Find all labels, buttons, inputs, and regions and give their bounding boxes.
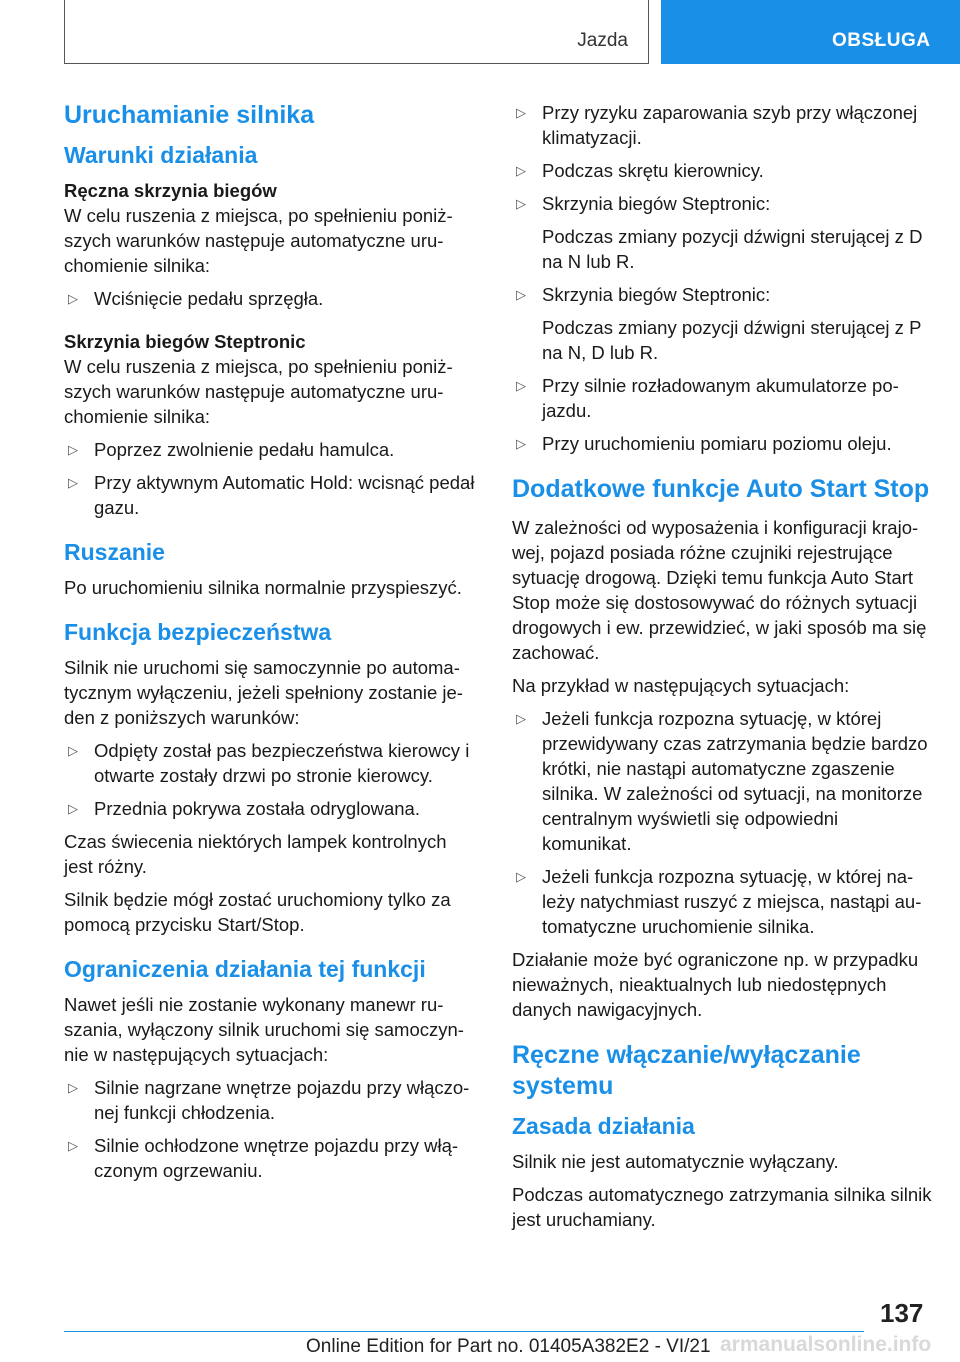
left-column — [64, 100, 480, 1191]
list-item — [64, 286, 480, 311]
auto-start-stop-text: W zależności od wyposażenia i konfiguracji krajowej, pojazd posiada różne czujniki rejestrujące sytuację drogową. Dzięki temu funkcja Auto Start Stop może się dostosowywać do różnych sytuacji drogowych i ew. przewidzieć, w jaki sposób ma się zachować. — [512, 517, 927, 663]
list-item — [64, 437, 480, 462]
heading-limits: Ograniczenia działania tej funkcji — [64, 956, 426, 982]
list-item — [512, 282, 932, 365]
watermark: armanualsonline.info — [720, 1333, 932, 1356]
safety-list — [64, 738, 480, 821]
header-chapter-tab — [661, 0, 960, 64]
list-item — [512, 191, 932, 274]
list-item-text: Jeżeli funkcja rozpozna sytuację, w której przewidywany czas zatrzymania będzie bardzo krótki, nie nastąpi automatyczne zgaszenie silnika. W zależności od sytuacji, na monitorze centralnym wyświetli się odpowiedni komunikat. — [542, 708, 928, 854]
triangle-right-outline-icon: ▷ — [516, 196, 526, 211]
heading-auto-start-stop: Dodatkowe funkcje Auto Start Stop — [512, 475, 930, 503]
right-column — [512, 100, 932, 1240]
list-item — [512, 373, 932, 423]
header-section-label: Jazda — [577, 30, 628, 51]
list-item-text: Podczas skrętu kierownicy. — [542, 160, 764, 181]
triangle-right-outline-icon: ▷ — [68, 442, 78, 457]
safety-note-2: Silnik będzie mógł zostać uruchomiony tylko za pomocą przycisku Start/Stop. — [64, 889, 451, 935]
zasada-text-1: Silnik nie jest automatycznie wyłączany. — [512, 1151, 839, 1172]
page-title: Uruchamianie silnika — [64, 101, 315, 129]
list-item — [512, 158, 932, 183]
list-item-text: Przy ryzyku zaparowania szyb przy włączonej klimatyzacji. — [542, 102, 918, 148]
heading-safety: Funkcja bezpieczeństwa — [64, 619, 332, 645]
list-item-text: Silnie ochłodzone wnętrze pojazdu przy włączonym ogrzewaniu. — [94, 1135, 459, 1181]
footer-rule — [64, 1331, 864, 1332]
safety-text: Silnik nie uruchomi się samoczynnie po automatycznym wyłączeniu, jeżeli spełniony zostanie jeden z poniższych warunków: — [64, 657, 463, 728]
triangle-right-outline-icon: ▷ — [68, 743, 78, 758]
restart-conditions-list — [512, 100, 932, 456]
heading-zasada: Zasada działania — [512, 1113, 695, 1139]
triangle-right-outline-icon: ▷ — [516, 105, 526, 120]
list-item — [64, 1133, 480, 1183]
list-item-text: Przednia pokrywa została odryglowana. — [94, 798, 420, 819]
triangle-right-outline-icon: ▷ — [516, 711, 526, 726]
limits-text: Nawet jeśli nie zostanie wykonany manewr ruszania, wyłączony silnik uruchomi się samoczynnie w następujących sytuacjach: — [64, 994, 464, 1065]
triangle-right-outline-icon: ▷ — [68, 1080, 78, 1095]
list-item-text: Jeżeli funkcja rozpozna sytuację, w której należy natychmiast ruszyć z miejsca, nastąpi automatyczne uruchomienie silnika. — [542, 866, 922, 937]
list-item — [512, 431, 932, 456]
ruszanie-text: Po uruchomieniu silnika normalnie przyspieszyć. — [64, 577, 462, 598]
steptronic-list — [64, 437, 480, 520]
list-item-text: Skrzynia biegów Steptronic: — [542, 284, 771, 305]
list-item — [64, 796, 480, 821]
auto-start-stop-example: Na przykład w następujących sytuacjach: — [512, 675, 850, 696]
zasada-text-2: Podczas automatycznego zatrzymania silnika silnik jest uruchamiany. — [512, 1184, 932, 1230]
page-number: 137 — [880, 1298, 924, 1328]
triangle-right-outline-icon: ▷ — [516, 163, 526, 178]
header-chapter-label: OBSŁUGA — [832, 30, 931, 51]
heading-steptronic: Skrzynia biegów Steptronic — [64, 331, 306, 352]
heading-manual-toggle: Ręczne włączanie/wyłączanie systemu — [512, 1041, 861, 1100]
heading-manual-gearbox: Ręczna skrzynia biegów — [64, 180, 277, 201]
list-item-subtext: Podczas zmiany pozycji dźwigni sterującej z P na N, D lub R. — [542, 317, 922, 363]
list-item-text: Wciśnięcie pedału sprzęgła. — [94, 288, 324, 309]
steptronic-text: W celu ruszenia z miejsca, po spełnieniu poniższych warunków następuje automatyczne uruchomienie silnika: — [64, 356, 453, 427]
manual-gearbox-text: W celu ruszenia z miejsca, po spełnieniu poniższych warunków następuje automatyczne uruchomienie silnika: — [64, 205, 453, 276]
list-item-subtext: Podczas zmiany pozycji dźwigni sterującej z D na N lub R. — [542, 226, 923, 272]
list-item-text: Poprzez zwolnienie pedału hamulca. — [94, 439, 395, 460]
triangle-right-outline-icon: ▷ — [516, 869, 526, 884]
list-item — [512, 864, 932, 939]
list-item — [64, 1075, 480, 1125]
list-item — [64, 470, 480, 520]
triangle-right-outline-icon: ▷ — [516, 436, 526, 451]
auto-start-stop-note: Działanie może być ograniczone np. w przypadku nieważnych, nieaktualnych lub niedostępnych danych nawigacyjnych. — [512, 949, 919, 1020]
footer-edition: Online Edition for Part no. 01405A382E2 - VI/21 — [306, 1336, 711, 1357]
list-item-text: Skrzynia biegów Steptronic: — [542, 193, 771, 214]
triangle-right-outline-icon: ▷ — [68, 1138, 78, 1153]
triangle-right-outline-icon: ▷ — [68, 801, 78, 816]
safety-note-1: Czas świecenia niektórych lampek kontrolnych jest różny. — [64, 831, 447, 877]
triangle-right-outline-icon: ▷ — [68, 475, 78, 490]
list-item — [512, 100, 932, 150]
auto-start-stop-list — [512, 706, 932, 939]
triangle-right-outline-icon: ▷ — [516, 287, 526, 302]
heading-warunki: Warunki działania — [64, 142, 258, 168]
list-item-text: Przy uruchomieniu pomiaru poziomu oleju. — [542, 433, 892, 454]
manual-gearbox-list — [64, 286, 480, 311]
list-item — [64, 738, 480, 788]
header-frame — [64, 0, 649, 64]
list-item-text: Silnie nagrzane wnętrze pojazdu przy włączonej funkcji chłodzenia. — [94, 1077, 470, 1123]
triangle-right-outline-icon: ▷ — [68, 291, 78, 306]
limits-list — [64, 1075, 480, 1183]
list-item-text: Przy aktywnym Automatic Hold: wcisnąć pedał gazu. — [94, 472, 475, 518]
list-item-text: Odpięty został pas bezpieczeństwa kierowcy i otwarte zostały drzwi po stronie kierowcy. — [94, 740, 470, 786]
heading-ruszanie: Ruszanie — [64, 539, 165, 565]
list-item — [512, 706, 932, 856]
triangle-right-outline-icon: ▷ — [516, 378, 526, 393]
list-item-text: Przy silnie rozładowanym akumulatorze pojazdu. — [542, 375, 899, 421]
